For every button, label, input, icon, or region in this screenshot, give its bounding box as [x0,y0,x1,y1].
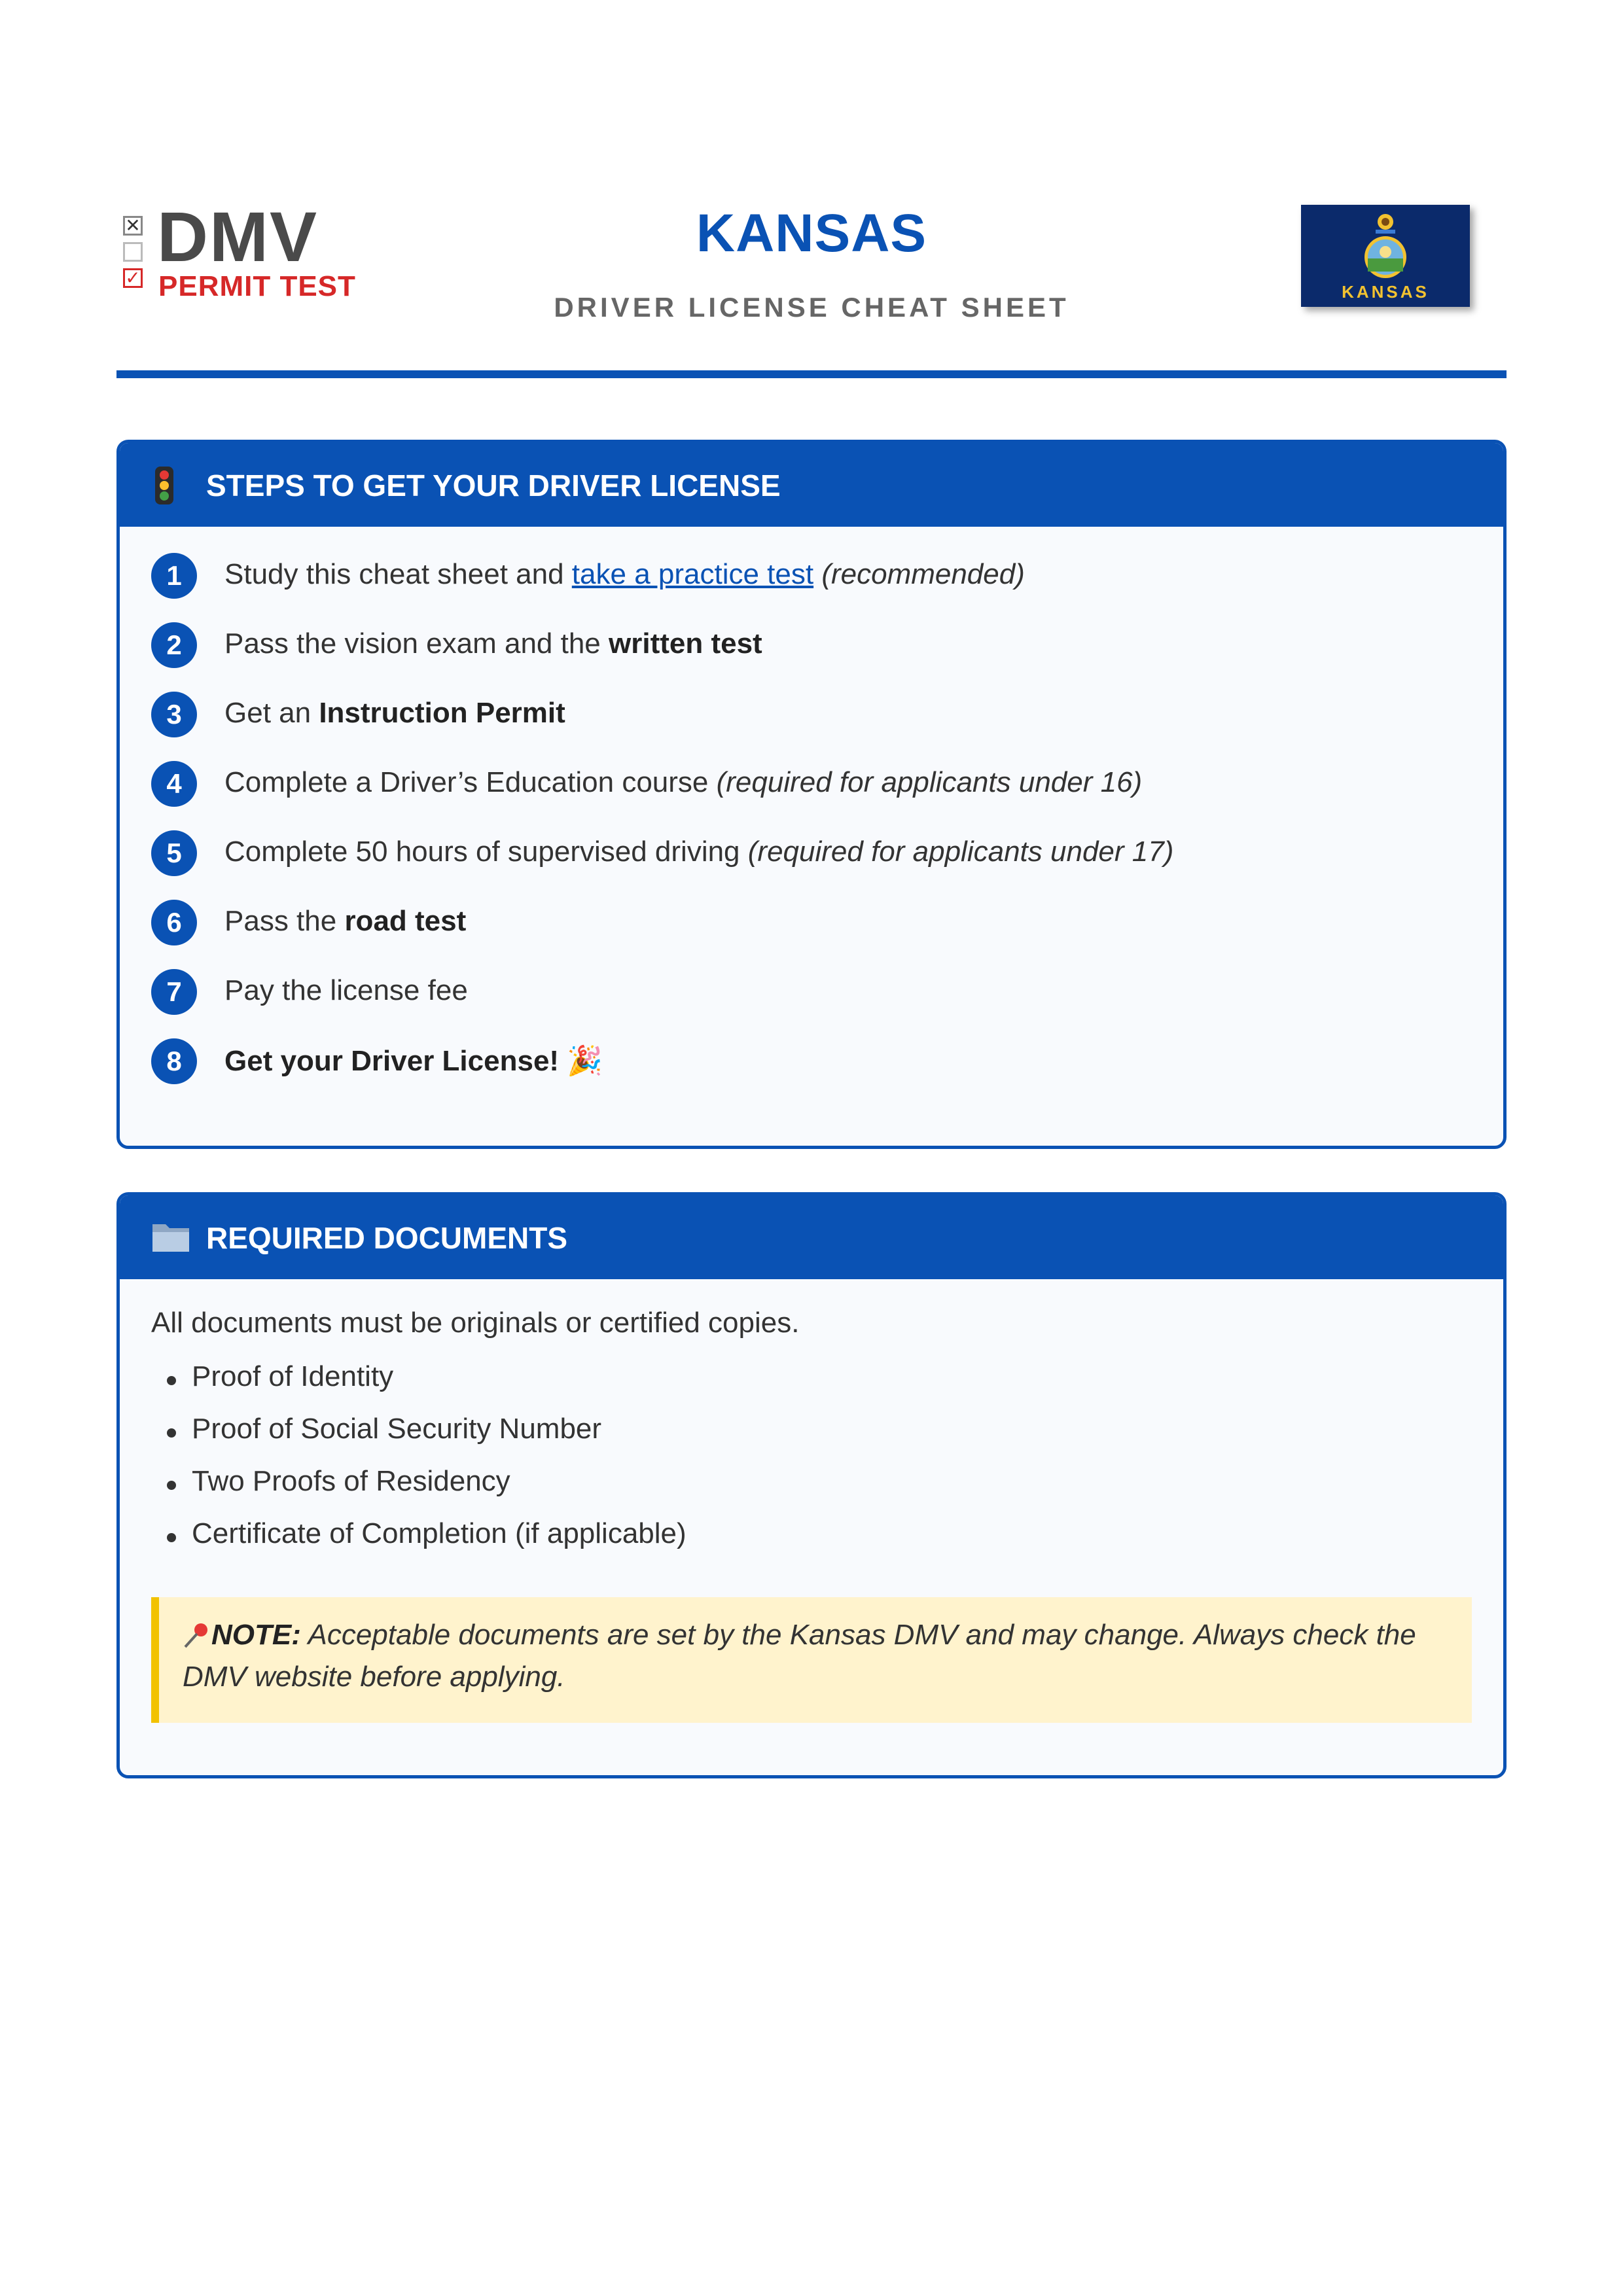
steps-card [116,440,1507,1149]
step-text-note: (recommended) [813,558,1025,590]
step-item [120,761,1503,830]
bullet [167,1533,176,1542]
document-item-text: Two Proofs of Residency [192,1465,510,1497]
step-text [224,836,1173,868]
kansas-flag [1301,205,1470,307]
page-title: KANSAS [696,203,927,263]
document-item [151,1517,687,1570]
note-text: Acceptable documents are set by the Kansas DMV and may change. Always check the DMV website before applying. [183,1619,1416,1693]
step-text [224,697,565,730]
step-text [224,1044,603,1078]
step-text [224,766,1142,799]
pushpin-icon [183,1622,211,1648]
step-number: 4 [151,761,197,807]
step-text-bold: written test [609,627,762,660]
step-number: 2 [151,622,197,668]
step-number: 6 [151,900,197,945]
step-text-plain: Study this cheat sheet and [224,558,572,590]
step-text-plain: Get an [224,697,319,729]
step-number: 7 [151,969,197,1015]
steps-card-title: STEPS TO GET YOUR DRIVER LICENSE [206,468,781,503]
page-subtitle: DRIVER LICENSE CHEAT SHEET [554,292,1069,323]
traffic-light-icon [151,465,177,506]
step-text-bold: Get your Driver License! [224,1045,560,1077]
document-item [151,1413,687,1465]
folder-icon [151,1218,190,1254]
party-popper-icon: 🎉 [567,1045,603,1077]
step-text-bold: road test [344,905,467,937]
cheat-sheet-page [116,0,1507,1693]
step-text [224,905,466,938]
step-item [120,969,1503,1038]
practice-test-link[interactable]: take a practice test [571,558,814,590]
step-text-note: (required for applicants under 16) [716,766,1143,798]
document-item-text: Proof of Identity [192,1360,394,1392]
step-number: 5 [151,830,197,876]
documents-intro: All documents must be originals or certified copies. [151,1307,800,1339]
document-item [151,1360,687,1413]
flag-label: KANSAS [1342,282,1429,302]
steps-card-header [120,443,1503,527]
step-text-plain: Pay the license fee [224,974,468,1006]
step-item [120,1038,1503,1108]
logo-x-box: ✕ [123,216,143,236]
step-number: 3 [151,692,197,737]
step-item [120,830,1503,900]
step-text-plain: Complete a Driver’s Education course [224,766,717,798]
documents-list [151,1360,687,1570]
document-item-text: Certificate of Completion (if applicable) [192,1517,687,1549]
bullet [167,1428,176,1438]
step-item [120,553,1503,622]
step-item [120,900,1503,969]
step-text [224,627,762,660]
note-box [151,1597,1472,1723]
step-text [224,558,1025,591]
documents-card-title: REQUIRED DOCUMENTS [206,1221,568,1255]
page-header [116,0,1507,380]
document-item-text: Proof of Social Security Number [192,1413,602,1445]
step-text [224,974,468,1007]
state-seal-icon [1361,211,1410,279]
step-text-plain: Pass the [224,905,345,937]
step-item [120,622,1503,692]
note-label: NOTE: [211,1619,301,1651]
step-text-plain: Complete 50 hours of supervised driving [224,836,748,868]
step-number: 1 [151,553,197,599]
documents-card [116,1192,1507,1778]
logo-permit-text: PERMIT TEST [158,270,356,302]
documents-card-header [120,1195,1503,1279]
step-item [120,692,1503,761]
step-number: 8 [151,1038,197,1084]
document-item [151,1465,687,1517]
logo-dmv-text: DMV [157,197,318,276]
bullet [167,1481,176,1490]
logo-check-box: ✓ [123,268,143,288]
step-text-plain: Pass the vision exam and the [224,627,609,660]
steps-list [120,527,1503,1108]
bullet [167,1376,176,1385]
step-text-note: (required for applicants under 17) [747,836,1174,868]
header-divider [116,370,1507,378]
step-text-bold: Instruction Permit [319,697,565,729]
